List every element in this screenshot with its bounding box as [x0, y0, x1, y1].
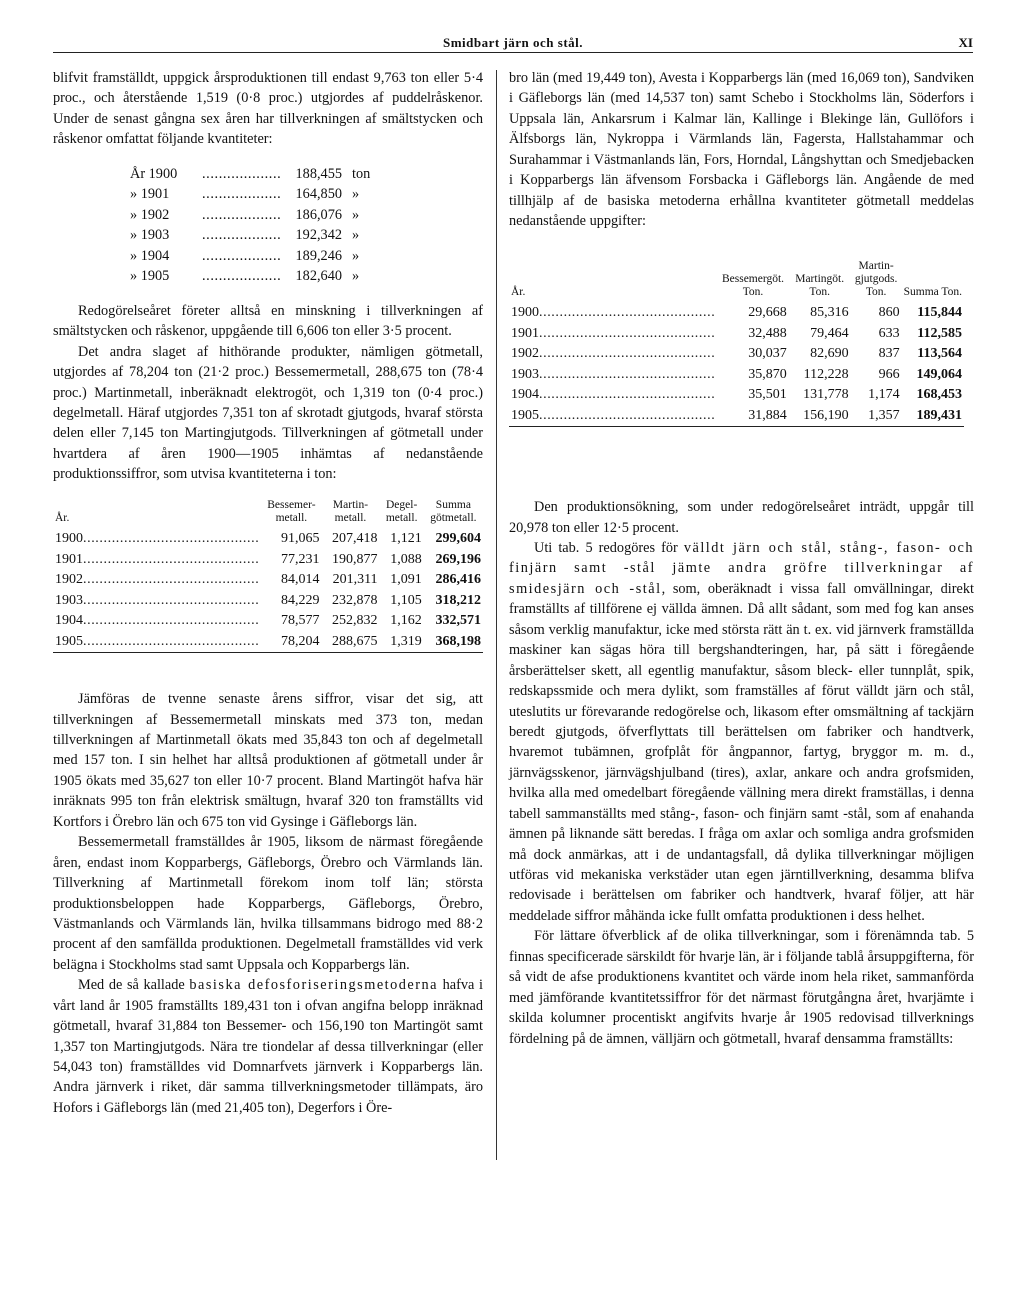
cell: 77,231: [280, 551, 320, 567]
column-header: Martin-metall.: [332, 498, 369, 524]
cell: 35,870: [748, 366, 787, 382]
quantity: 186,076: [295, 206, 342, 223]
table-row: [509, 365, 964, 386]
cell: 288,675: [321, 632, 379, 653]
cell: 84,014: [280, 572, 320, 588]
cell: 860: [878, 305, 900, 321]
cell: 91,065: [280, 531, 320, 547]
table-row: [53, 529, 483, 550]
year-cell: 1903 .....: [53, 591, 261, 612]
table-row: [53, 611, 483, 632]
cell: 1,174: [868, 387, 900, 403]
column-header: År.: [511, 285, 526, 298]
year-cell: 1903 .....: [509, 365, 717, 386]
column-header: Martingöt. Ton.: [795, 272, 845, 298]
cell: 1,357: [851, 406, 902, 427]
column-header: Summa götmetall.: [430, 498, 477, 524]
paragraph: bro län (med 19,449 ton), Avesta i Kopparbergs län (med 16,069 ton), Sandviken i Gäfleborgs län (med 14,537 ton) samt Schebo i Stockholms län, Söderfors i Uppsala län, Ankarsrum i Kalmar län, Kallinge i Blekinge län, Gullöfors i Älfsborgs län, Nykroppa i Värmlands län, Fagersta, Hallstahammar och Surahammar i Västmanlands län, Fors, Horndal, Långshyttan och Smedjebacken i Kopparbergs län äfvensom Forsbacka i Gäfleborgs län. Angående de med tillhjälp af de basiska metoderna erhållna kvantiteter götmetall meddelas nedanstående uppgifter:: [509, 70, 974, 230]
leader-dots: [202, 246, 282, 266]
sum-cell: 113,564: [917, 346, 962, 362]
paragraph: Den produktionsökning, som under redogörelseåret inträdt, uppgår till 20,978 ton eller 12·5 procent.: [509, 499, 974, 536]
cell: 32,488: [748, 325, 787, 341]
cell: 201,311: [332, 572, 378, 588]
year-cell: 1902 .....: [509, 344, 717, 365]
unit: ton: [352, 165, 371, 182]
table-row: [509, 344, 964, 365]
cell: 1,162: [390, 613, 422, 629]
sum-cell: 269,196: [435, 551, 481, 567]
table-row: [53, 570, 483, 591]
cell: 1,121: [390, 531, 422, 547]
year-cell: 1901 .....: [509, 324, 717, 345]
unit: »: [352, 227, 360, 244]
running-title: Smidbart järn och stål.: [442, 35, 584, 50]
quantity: 192,342: [295, 227, 342, 244]
cell: 29,668: [748, 305, 787, 321]
sum-cell: 299,604: [435, 531, 481, 547]
page-number: XI: [958, 35, 973, 50]
sum-cell: 368,198: [424, 632, 483, 653]
year-cell: 1904 .....: [509, 385, 717, 406]
cell: 252,832: [332, 613, 378, 629]
cell: 633: [878, 325, 900, 341]
paragraph: Bessemermetall framställdes år 1905, liksom de närmast föregående åren, endast inom Kopparbergs, Gäfleborgs, Örebro och Värmlands län. Tillverkning af Martinmetall förekom inom tolf län; största produktionsbeloppen hade Kopparbergs, Gäfleborgs, Örebro, Västmanlands och Värmlands län, hvilka tillsammans bidrogo med 88·2 procent af den samfällda produktionen. Degelmetall framställdes vid verk belägna i Stockholms stad samt Uppsala och Kopparbergs län.: [53, 834, 483, 973]
gotmetall-table: [53, 499, 483, 653]
list-item: [130, 246, 390, 267]
paragraph: blifvit framställdt, uppgick årsproduktionen till endast 9,763 ton eller 5·4 proc., och återstående 1,519 (0·8 proc.) utgjordes af puddelråskenor. Under de senast gångna sex åren har tillverkningen af smältstycken och råskenor omfattat följande kvantiteter:: [53, 70, 483, 148]
table-row: [509, 406, 964, 427]
cell: 79,464: [810, 325, 849, 341]
cell: 1,105: [390, 592, 422, 608]
list-item: [130, 266, 390, 287]
sum-cell: 168,453: [916, 387, 962, 403]
table-row: [53, 632, 483, 653]
sum-cell: 115,844: [917, 305, 962, 321]
left-column: [53, 68, 483, 1118]
right-column: [509, 68, 974, 1049]
year-label: » 1902: [130, 206, 170, 223]
year-label: » 1903: [130, 227, 170, 244]
paragraph: Redogörelseåret företer alltså en minskning i tillverkningen af smältstycken och råskenor, uppgående till 6,606 ton eller 3·5 procent.: [53, 302, 483, 340]
page-header: [53, 32, 973, 53]
leader-dots: [202, 184, 282, 204]
unit: »: [352, 268, 360, 285]
paragraph: Med de så kallade basiska defosforiseringsmetoderna hafva i vårt land år 1905 framställts 189,431 ton i ofvan angifna belopp inräknad götmetall, hvaraf 31,884 ton Bessemer- och 156,190 ton Martingöt samt 1,357 ton Martingjutgods. Nära tre tiondelar af dessa tillverkningar (eller 54,043 ton) framställdes vid Domnarfvets järnverk i Kopparbergs län. Andra järnverk i riket, där samma tillverkningsmetoder tillämpats, äro Hofors i Gäfleborgs län (med 21,405 ton), Degerfors i Öre-: [53, 977, 483, 1116]
sum-cell: 112,585: [917, 325, 962, 341]
year-cell: 1900 .....: [509, 303, 717, 324]
year-label: » 1904: [130, 247, 170, 264]
quantity: 188,455: [295, 165, 342, 182]
leader-dots: [202, 266, 282, 286]
table-row: [509, 303, 964, 324]
cell: 966: [878, 366, 900, 382]
cell: 31,884: [717, 406, 788, 427]
leader-dots: [202, 225, 282, 245]
cell: 1,088: [390, 551, 422, 567]
table-row: [509, 324, 964, 345]
cell: 35,501: [748, 387, 787, 403]
cell: 30,037: [748, 346, 787, 362]
quantity: 189,246: [295, 247, 342, 264]
basic-methods-table: [509, 260, 964, 428]
list-item: [130, 164, 390, 185]
leader-dots: [202, 205, 282, 225]
column-header: Martin-gjutgods. Ton.: [854, 259, 898, 298]
cell: 1,319: [380, 632, 424, 653]
table-row: [509, 385, 964, 406]
unit: »: [352, 206, 360, 223]
cell: 232,878: [332, 592, 378, 608]
year-cell: 1901 .....: [53, 550, 261, 571]
list-item: [130, 225, 390, 246]
cell: 112,228: [803, 366, 849, 382]
cell: 1,091: [390, 572, 422, 588]
year-cell: 1905 .....: [53, 632, 261, 653]
column-header: Bessemergöt. Ton.: [721, 272, 785, 298]
paragraph: Uti tab. 5 redogöres för välldt järn och stål, stång-, fason- och finjärn samt -stål jämte andra gröfre tillverkningar af smidesjärn och -stål, som, oberäknadt i vissa fall omvällningar, direkt framställts af tillförene ej vällda ämnen. Då allt sådant, som med fog kan anses såsom verklig manufaktur, icke med största rätt än t. ex. vid järnverk framställda maskiner kan sägas höra till bergshandteringen, har, på sätt i föregående årsberättelser skett, all egentlig manufaktur, såsom bleck- eller tunnplåt, spik, redskapssmide och mera dylikt, som framställes af förut välldt järn och stål, uteslutits ur förevarande redogörelse och, likasom efter omsmältning af tackjärn beredt gjutgods, öfverflyttats till berättelsen om fabriker och handtverk, hvaremot tubämnen, grofplåt för ångpannor, fartyg, bryggor m. m. d., järnvägsskenor, järnvägshjulband (tires), axlar, ankare och andra grofsmiden, hvilka alla med omedelbart föregående vällning mera direkt framställas, i denna tabell sammanställts med stång-, fason- och finjärn samt -stål, som af enahanda ämnen på liknande sätt beredas. I fråga om axlar och somliga andra grofsmiden må dock anmärkas, att i de undantagsfall, då dylika tillverkningar möjligen utföras vid mekaniska verkstäder utan egen järntillverkning, desamma blifva redovisade i berättelsen om fabriker och handtverk, hvaraf följer, att här meddelade siffror måhända icke fullt omfatta produktionen i dess helhet.: [509, 540, 974, 924]
cell: 190,877: [332, 551, 378, 567]
paragraph: För lättare öfverblick af de olika tillverkningar, som i förenämnda tab. 5 finnas specificerade särskildt för hvarje län, är i följande tablå årsuppgifterna, för så vidt de afse produktionens kvantitet och värde inom hela riket, sammanförda med jämförande kvantitetssiffror för det närmast förutgångna året, hvarjämte i skilda kolumner procentiskt angifvits hvarje år 1905 redovisad tillverknings fördelning på de ämnen, välljärn och götmetall, hvaraf densamma framställts:: [509, 928, 974, 1047]
cell: 78,577: [280, 613, 320, 629]
list-item: [130, 205, 390, 226]
column-header: Bessemer-metall.: [267, 498, 316, 524]
paragraph: Det andra slaget af hithörande produkter, nämligen götmetall, utgjordes af 78,204 ton (21·2 proc.) Bessemermetall, 288,675 ton (78·4 proc.) Martinmetall, inberäknadt elektrogöt, och 1,319 ton (0·4 proc.) degelmetall. Häraf utgjordes 7,351 ton af skrotadt gjutgods, hvaraf största delen eller 7,145 ton Martingjutgods. Tillverkningen af götmetall under hvartdera af åren 1900—1905 inhämtas af nedanstående produktionssiffror, som utvisa kvantiteterna i ton:: [53, 343, 483, 483]
quantity: 164,850: [295, 186, 342, 203]
year-label: År 1900: [130, 165, 178, 182]
sum-cell: 189,431: [902, 406, 964, 427]
sum-cell: 149,064: [916, 366, 962, 382]
cell: 131,778: [803, 387, 849, 403]
cell: 84,229: [280, 592, 320, 608]
column-divider: [496, 70, 497, 1160]
year-cell: 1905 .....: [509, 406, 717, 427]
unit: »: [352, 247, 360, 264]
table-row: [53, 591, 483, 612]
sum-cell: 318,212: [435, 592, 481, 608]
leader-dots: [202, 164, 282, 184]
unit: »: [352, 186, 360, 203]
year-cell: 1900 .....: [53, 529, 261, 550]
cell: 156,190: [789, 406, 851, 427]
column-header: Degel-metall.: [385, 498, 418, 524]
column-header: Summa Ton.: [903, 285, 963, 298]
cell: 85,316: [810, 305, 849, 321]
year-label: » 1901: [130, 186, 170, 203]
cell: 78,204: [261, 632, 321, 653]
column-header: År.: [55, 511, 70, 524]
quantity: 182,640: [295, 268, 342, 285]
year-cell: 1902 .....: [53, 570, 261, 591]
sum-cell: 286,416: [435, 572, 481, 588]
production-list: [130, 164, 390, 287]
paragraph: Jämföras de tvenne senaste årens siffror, visar det sig, att tillverkningen af Bessemermetall minskats med 373 ton, medan tillverkningen af Martinmetall ökats med 35,843 ton och af degelmetall med 157 ton. I sin helhet har alltså produktionen af götmetall under år 1905 ökats med 35,627 ton eller 10·7 procent. Bland Martingöt hafva här inräknats 995 ton från elektrisk smältugn, hvaraf 320 ton framställts vid Kortfors i Örebro län och 675 ton vid Gysinge i Gäfleborgs län.: [53, 691, 483, 830]
sum-cell: 332,571: [435, 613, 481, 629]
year-cell: 1904 .....: [53, 611, 261, 632]
cell: 837: [878, 346, 900, 362]
year-label: » 1905: [130, 268, 170, 285]
cell: 82,690: [810, 346, 849, 362]
list-item: [130, 184, 390, 205]
table-row: [53, 550, 483, 571]
cell: 207,418: [332, 531, 378, 547]
